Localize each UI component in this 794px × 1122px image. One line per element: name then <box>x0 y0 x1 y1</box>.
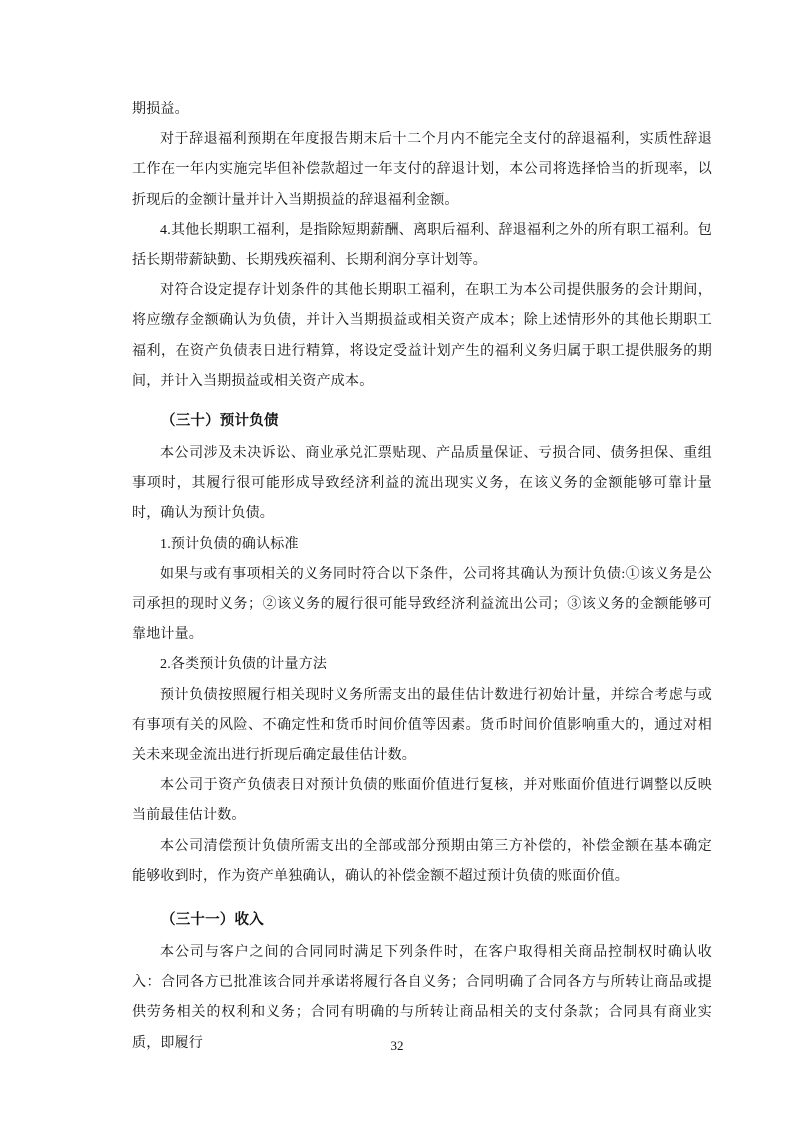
section-heading-estimated-liabilities: （三十）预计负债 <box>161 413 279 430</box>
paragraph-initial-measurement: 预计负债按照履行相关现时义务所需支出的最佳估计数进行初始计量，并综合考虑与或有事项有关的风险、不确定性和货币时间价值等因素。货币时间价值影响重大的，通过对相关未来现金流出进行折现后确定最佳估计数。 <box>132 687 712 764</box>
page-number: 32 <box>390 1038 404 1053</box>
paragraph-balance-sheet-review: 本公司于资产负债表日对预计负债的账面价值进行复核，并对账面价值进行调整以反映当前最佳估计数。 <box>132 778 712 824</box>
paragraph-continuation: 期损益。 <box>132 102 189 117</box>
section-heading-revenue: （三十一）收入 <box>161 912 264 929</box>
paragraph-termination-benefits: 对于辞退福利预期在年度报告期末后十二个月内不能完全支付的辞退福利，实质性辞退工作在一年内实施完毕但补偿款超过一年支付的辞退计划，本公司将选择恰当的折现率，以折现后的金额计量并计入当期损益的辞退福利金额。 <box>132 132 712 208</box>
subheading-recognition-criteria: 1.预计负债的确认标准 <box>160 536 299 552</box>
paragraph-revenue-recognition: 本公司与客户之间的合同同时满足下列条件时，在客户取得相关商品控制权时确认收入：合同各方已批准该合同并承诺将履行各自义务；合同明确了合同各方与所转让商品或提供劳务相关的权利和义务；合同有明确的与所转让商品相关的支付条款；合同具有商业实质，即履行 <box>132 945 712 1051</box>
paragraph-other-longterm-benefits: 4.其他长期职工福利，是指除短期薪酬、离职后福利、辞退福利之外的所有职工福利。包括长期带薪缺勤、长期残疾福利、长期利润分享计划等。 <box>132 222 712 269</box>
paragraph-estimated-liabilities-intro: 本公司涉及未决诉讼、商业承兑汇票贴现、产品质量保证、亏损合同、债务担保、重组事项时，其履行很可能形成导致经济利益的流出现实义务，在该义务的金额能够可靠计量时，确认为预计负债。 <box>132 446 712 522</box>
paragraph-recognition-conditions: 如果与或有事项相关的义务同时符合以下条件，公司将其确认为预计负债:①该义务是公司承担的现时义务；②该义务的履行很可能导致经济利益流出公司；③该义务的金额能够可靠地计量。 <box>132 566 712 643</box>
paragraph-defined-contribution: 对符合设定提存计划条件的其他长期职工福利，在职工为本公司提供服务的会计期间，将应缴存金额确认为负债，并计入当期损益或相关资产成本；除上述情形外的其他长期职工福利，在资产负债表日进行精算，将设定受益计划产生的福利义务归属于职工提供服务的期间，并计入当期损益或相关资产成本。 <box>132 283 712 389</box>
document-body <box>132 95 712 1059</box>
subheading-measurement-methods: 2.各类预计负债的计量方法 <box>160 657 328 673</box>
paragraph-third-party-compensation: 本公司清偿预计负债所需支出的全部或部分预期由第三方补偿的，补偿金额在基本确定能够收到时，作为资产单独确认，确认的补偿金额不超过预计负债的账面价值。 <box>132 838 712 884</box>
